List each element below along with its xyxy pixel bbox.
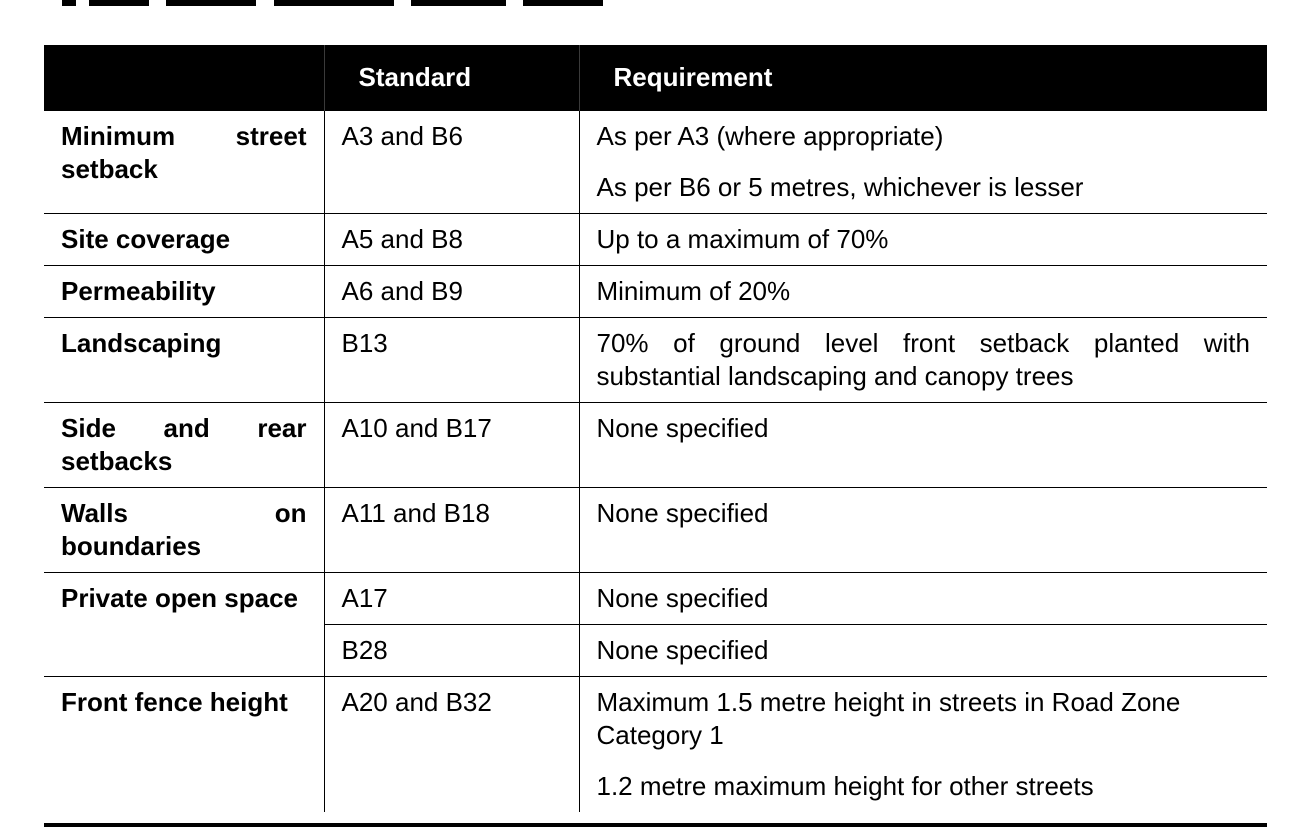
row-feature: Front fence height: [44, 677, 324, 813]
row-standard: A17: [324, 573, 579, 625]
row-feature: Private open space: [44, 573, 324, 677]
row-standard: A11 and B18: [324, 488, 579, 573]
row-standard: B13: [324, 318, 579, 403]
row-requirement: [579, 488, 1267, 573]
table-row: [44, 573, 1267, 625]
row-requirement: [579, 403, 1267, 488]
requirement-text: 1.2 metre maximum height for other streets: [596, 771, 1094, 801]
row-requirement: [579, 573, 1267, 625]
requirement-text: Up to a maximum of 70%: [596, 224, 889, 254]
row-requirement: [579, 266, 1267, 318]
requirement-text: None specified: [596, 413, 769, 443]
row-requirement: [579, 318, 1267, 403]
row-requirement: [579, 111, 1267, 214]
requirements-table: [44, 45, 1267, 812]
table-row: [44, 266, 1267, 318]
table-row: [44, 214, 1267, 266]
requirement-text: None specified: [596, 583, 769, 613]
row-feature: Site coverage: [44, 214, 324, 266]
table-row: [44, 111, 1267, 214]
table-row: [44, 318, 1267, 403]
row-standard: A6 and B9: [324, 266, 579, 318]
row-standard: A20 and B32: [324, 677, 579, 813]
row-feature: Minimum street setback: [44, 111, 324, 214]
requirement-text: 70% of ground level front setback planted with substantial landscaping and canopy trees: [596, 328, 1250, 391]
row-standard: A3 and B6: [324, 111, 579, 214]
table-header-row: [44, 45, 1267, 111]
requirement-text: None specified: [596, 635, 769, 665]
requirement-text: As per B6 or 5 metres, whichever is lesser: [596, 172, 1084, 202]
table-row: [44, 403, 1267, 488]
table-bottom-rule: [44, 823, 1267, 827]
row-feature: Landscaping: [44, 318, 324, 403]
cropped-heading-remnant: [62, 0, 682, 6]
table-row: [44, 488, 1267, 573]
row-requirement: [579, 677, 1267, 813]
row-feature: Permeability: [44, 266, 324, 318]
row-feature: Walls on boundaries: [44, 488, 324, 573]
requirement-text: As per A3 (where appropriate): [596, 121, 944, 151]
row-standard: A5 and B8: [324, 214, 579, 266]
row-requirement: [579, 625, 1267, 677]
table-row: [44, 677, 1267, 813]
header-requirement: Requirement: [579, 45, 1267, 111]
requirement-text: Minimum of 20%: [596, 276, 791, 306]
header-feature: [44, 45, 324, 111]
row-requirement: [579, 214, 1267, 266]
row-standard: B28: [324, 625, 579, 677]
requirement-text: None specified: [596, 498, 769, 528]
requirement-text: Maximum 1.5 metre height in streets in Road Zone Category 1: [596, 687, 1181, 750]
row-feature: Side and rear setbacks: [44, 403, 324, 488]
row-standard: A10 and B17: [324, 403, 579, 488]
header-standard: Standard: [324, 45, 579, 111]
